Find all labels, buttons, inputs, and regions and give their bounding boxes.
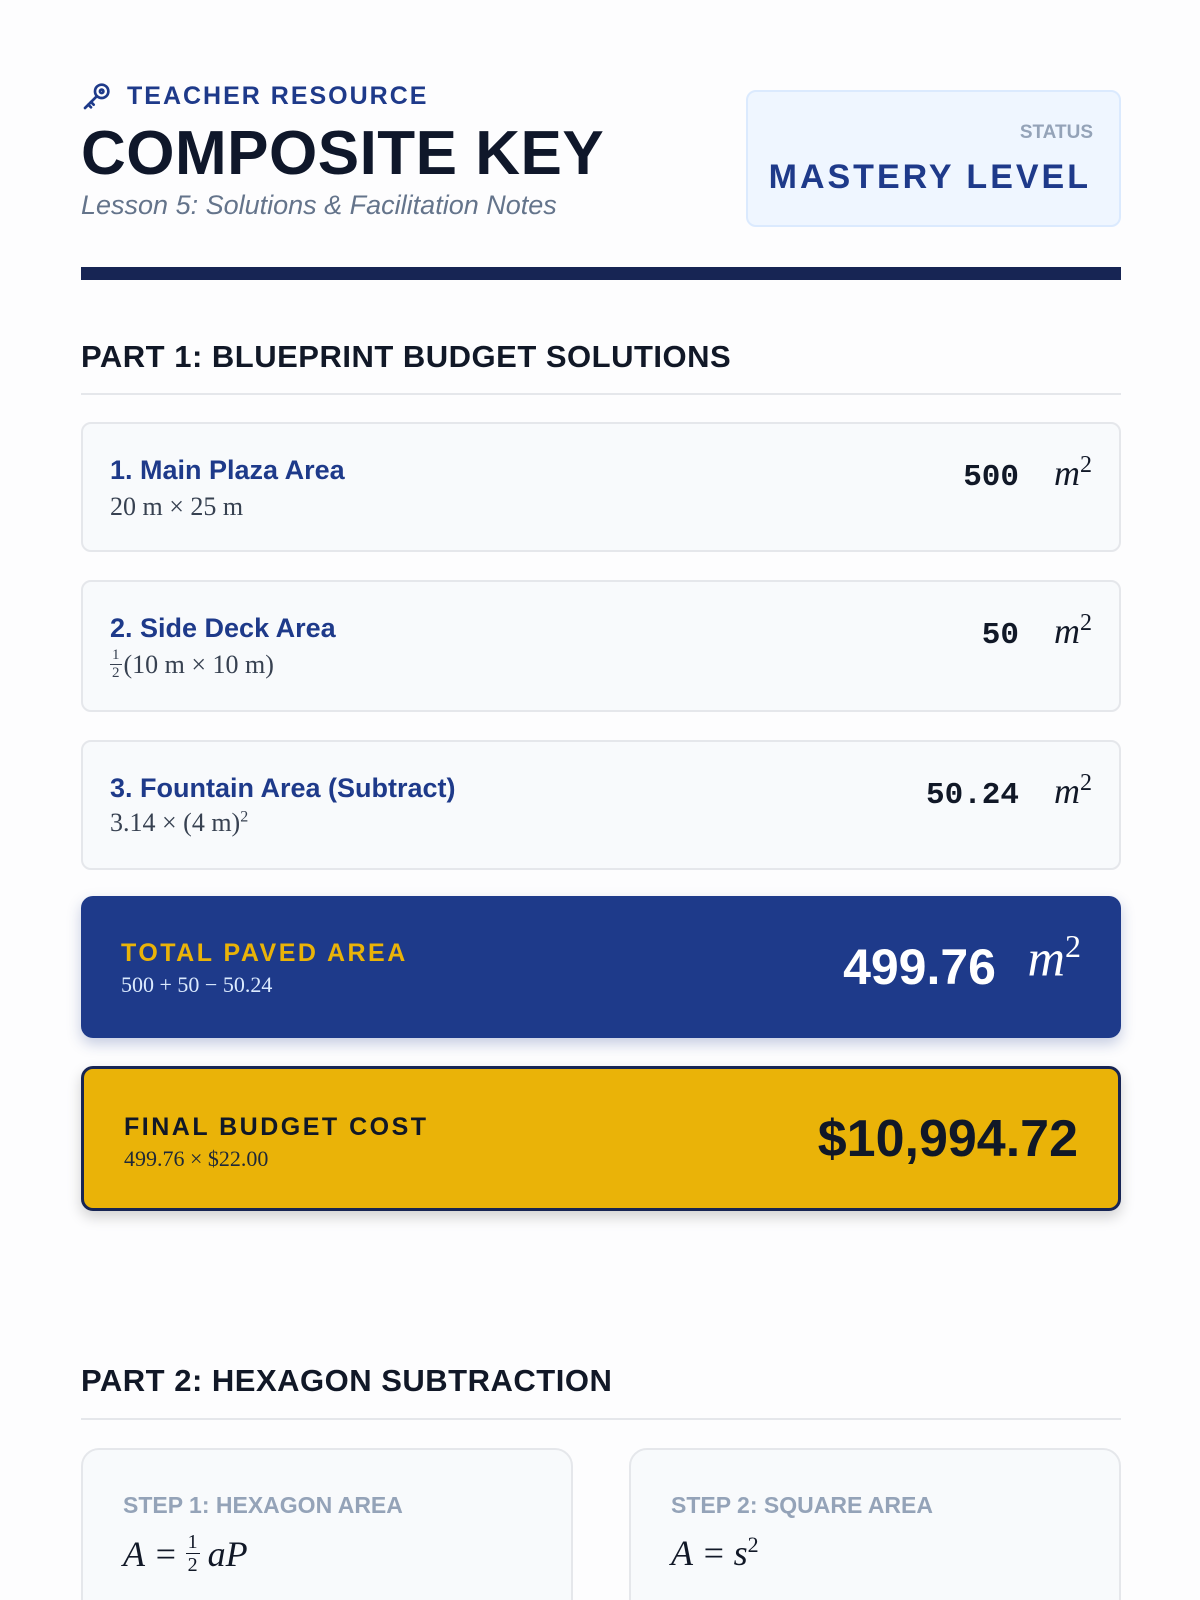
part2-title: PART 2: HEXAGON SUBTRACTION (81, 1363, 613, 1398)
calc-value: 50.24 (925, 778, 1019, 813)
calc-label: 2. Side Deck Area (110, 613, 336, 643)
part1-divider (81, 393, 1121, 395)
calc-value: 500 (963, 460, 1019, 495)
page-subtitle: Lesson 5: Solutions & Facilitation Notes (81, 190, 557, 220)
calc-label: 1. Main Plaza Area (110, 455, 345, 485)
budget-label: FINAL BUDGET COST (124, 1113, 429, 1141)
total-label: TOTAL PAVED AREA (121, 939, 408, 967)
resource-eyebrow (81, 80, 428, 112)
calc-expression: 20 m × 25 m (110, 492, 244, 521)
step-label: STEP 1: HEXAGON AREA (123, 1492, 403, 1518)
part1-title: PART 1: BLUEPRINT BUDGET SOLUTIONS (81, 339, 732, 374)
calc-expression: $\frac{1}{2}$ (10 m × 10 m) (112, 647, 274, 681)
final-budget-card (81, 1066, 1121, 1211)
calc-unit: $m^2$ (1054, 770, 1092, 811)
step-label: STEP 2: SQUARE AREA (671, 1492, 933, 1518)
status-value: MASTERY LEVEL (768, 158, 1091, 196)
header-divider (81, 267, 1121, 280)
calc-label: 3. Fountain Area (Subtract) (110, 773, 456, 803)
calc-unit: $m^2$ (1054, 452, 1092, 493)
eyebrow-label: TEACHER RESOURCE (127, 81, 429, 110)
part2-divider (81, 1418, 1121, 1420)
budget-value: $10,994.72 (817, 1110, 1078, 1168)
total-paved-area-card (81, 896, 1121, 1038)
budget-expression: 499.76 × $22.00 (124, 1146, 269, 1171)
total-unit: $m^2$ (1027, 928, 1081, 988)
step-formula: A = $\frac{1}{2}$ aP (123, 1531, 248, 1576)
step-card-square (629, 1448, 1121, 1600)
calc-expression: 3.14 × (4 m)$^2$ (110, 808, 249, 837)
status-badge (746, 90, 1121, 227)
calc-unit: $m^2$ (1054, 610, 1092, 651)
page-title: COMPOSITE KEY (81, 119, 605, 188)
total-value: 499.76 (843, 939, 996, 995)
calc-card-side-deck (81, 580, 1121, 712)
status-label: STATUS (1019, 122, 1093, 143)
key-icon (81, 80, 113, 112)
calc-card-fountain (81, 740, 1121, 870)
step-formula: A = $s^2$ (671, 1532, 759, 1573)
total-expression: 500 + 50 − 50.24 (121, 972, 273, 997)
calc-value: 50 (981, 618, 1019, 653)
calc-card-main-plaza (81, 422, 1121, 552)
step-card-hexagon (81, 1448, 573, 1600)
